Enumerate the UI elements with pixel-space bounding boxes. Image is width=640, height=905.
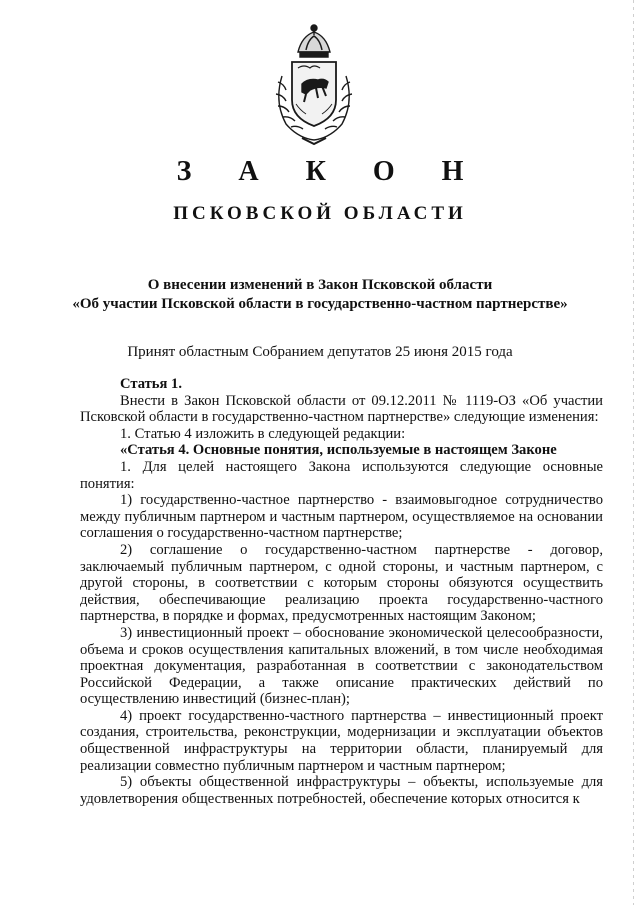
paragraph-definitions-intro: 1. Для целей настоящего Закона используются следующие основные понятия:	[80, 458, 603, 492]
article-4-heading: «Статья 4. Основные понятия, используемые в настоящем Законе	[120, 442, 557, 459]
region-heading: ПСКОВСКОЙ ОБЛАСТИ	[173, 203, 467, 224]
paragraph-definition-3: 3) инвестиционный проект – обоснование экономической целесообразности, объема и сроков осуществления капитальных вложений, в том числе необходимая проектная документация, разработанная в соответствии с законодательством Российской Федерации, а также описание практических действий по осуществлению инвестиций (бизнес-план);	[80, 624, 603, 708]
coat-of-arms-icon	[258, 22, 370, 146]
paragraph-definition-2: 2) соглашение о государственно-частном партнерстве - договор, заключаемый публичным партнером, с одной стороны, и частным партнером, с другой стороны, в соответствии с которым стороны обязуются осуществить действия, обеспечивающие реализацию проекта государственно-частного партнерства, в порядке и формах, предусмотренных настоящим Законом;	[80, 541, 603, 625]
paragraph-definition-5: 5) объекты общественной инфраструктуры – объекты, используемые для удовлетворения общественных потребностей, обеспечение которых относится к	[80, 774, 603, 807]
document-body	[80, 376, 603, 807]
paragraph-intro: Внести в Закон Псковской области от 09.12.2011 № 1119-ОЗ «Об участии Псковской области в государственно-частном партнерстве» следующие изменения:	[80, 392, 603, 426]
article-1-heading: Статья 1.	[120, 376, 182, 392]
document-title-line-1: О внесении изменений в Закон Псковской области	[147, 277, 493, 293]
scan-edge	[633, 0, 634, 905]
paragraph-definition-4: 4) проект государственно-частного партнерства – инвестиционный проект создания, строительства, реконструкции, модернизации и эксплуатации объектов общественной инфраструктуры на территории области, планируемый для реализации совместно публичным партнером и частным партнером;	[80, 707, 603, 774]
document-title-line-2: «Об участии Псковской области в государственно-частном партнерстве»	[72, 296, 568, 312]
law-heading: З А К О Н	[176, 156, 484, 187]
paragraph-definition-1: 1) государственно-частное партнерство - взаимовыгодное сотрудничество между публичным партнером и частным партнером, осуществляемое на основании соглашения о государственно-частном партнерстве;	[80, 492, 603, 542]
adoption-note: Принят областным Собранием депутатов 25 июня 2015 года	[127, 344, 513, 360]
paragraph-item-1: 1. Статью 4 изложить в следующей редакции:	[120, 425, 406, 442]
document-title	[70, 276, 570, 314]
